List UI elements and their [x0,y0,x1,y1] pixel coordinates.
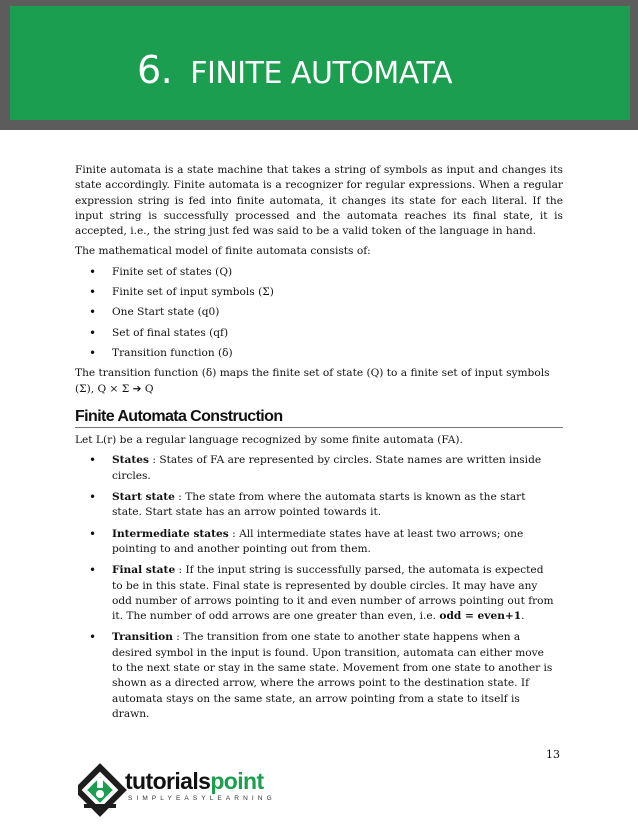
definition-tail: . [521,610,525,623]
page-number: 13 [546,748,560,761]
section-heading: Finite Automata Construction [75,409,563,428]
page-content [75,163,563,728]
list-item: • Transition function (δ) [75,346,563,361]
logo-wordmark: tutorialspoint [125,768,264,794]
list-item [75,563,563,624]
transition-paragraph: The transition function (δ) maps the finite set of state (Q) to a finite set of input symbols (Σ), Q × Σ ➔ Q [75,367,550,395]
chapter-banner [0,0,638,130]
chapter-title-text: FINITE AUTOMATA [190,56,452,91]
definition-formula: odd = even+1 [439,610,522,623]
list-item: • One Start state (q0) [75,305,563,320]
list-item [75,490,563,521]
definition-text: : States of FA are represented by circles. State names are written inside circles. [112,454,542,482]
definition-text: : If the input string is successfully parsed, the automata is expected to be in this state. Final state is represented by double circles. It may have any odd number of arrows pointing to it and even number of arrows pointing out from it. The number of odd arrows are one greater than even, i.e. [112,564,554,623]
model-list [75,265,563,361]
list-item [75,527,563,558]
list-item [75,453,563,484]
chapter-title [137,48,452,92]
definition-term: Final state [112,564,176,577]
chapter-number: 6. [137,48,173,92]
definition-term: Intermediate states [112,527,229,540]
logo-tagline: SIMPLYEASYLEARNING [128,795,276,802]
definition-term: States [112,454,150,467]
definition-text: : All intermediate states have at least two arrows; one pointing to and another pointing out from them. [112,527,524,555]
definition-list [75,453,563,722]
definition-term: Start state [112,491,175,504]
definition-text: : The transition from one state to another state happens when a desired symbol in the input is found. Upon transition, automata can either move to the next state or stay in the same state. Movement from one state to another is shown as a directed arrow, where the arrows point to the destination state. If automata stays on the same state, an arrow pointing from a state to itself is drawn. [112,631,553,720]
list-item: • Finite set of states (Q) [75,265,563,280]
section-intro: Let L(r) be a regular language recognized by some finite automata (FA). [75,434,463,447]
definition-text: : The state from where the automata starts is known as the start state. Start state has an arrow pointed towards it. [112,491,526,519]
list-item [75,630,563,722]
definition-term: Transition [112,631,173,644]
list-item: • Set of final states (qf) [75,326,563,341]
intro-paragraph: Finite automata is a state machine that takes a string of symbols as input and changes its state accordingly. Finite automata is a recognizer for regular expressions. When a regular expression string is fed into finite automata, it changes its state for each literal. If the input string is successfully processed and the automata reaches its final state, it is accepted, i.e., the string just fed was said to be a valid token of the language in hand. [75,164,563,238]
model-intro: The mathematical model of finite automata consists of: [75,245,371,258]
list-item: • Finite set of input symbols (Σ) [75,285,563,300]
